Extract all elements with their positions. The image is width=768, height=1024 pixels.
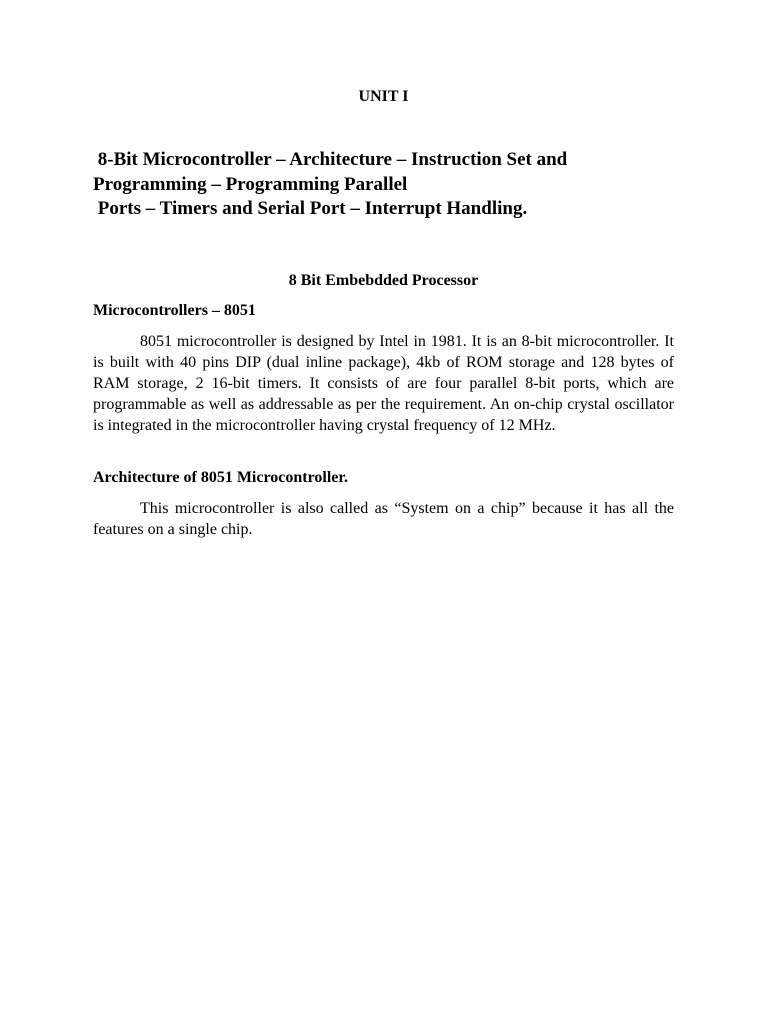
syllabus-line-2: Programming – Programming Parallel [93, 173, 408, 195]
subheading-architecture: Architecture of 8051 Microcontroller. [93, 469, 349, 486]
paragraph-8051-intro: 8051 microcontroller is designed by Intel in 1981. It is an 8-bit microcontroller. It is built with 40 pins DIP (dual inline package), 4kb of ROM storage and 128 bytes of RAM storage, 2 16-bit timers. It consists of are four parallel 8-bit ports, which are programmable as well as addressable as per the requirement. An on-chip crystal oscillator is integrated in the microcontroller having crystal frequency of 12 MHz. [93, 333, 674, 434]
paragraph-system-on-chip: This microcontroller is also called as “System on a chip” because it has all the features on a single chip. [93, 500, 674, 538]
unit-title: UNIT I [358, 88, 409, 105]
subheading-microcontrollers: Microcontrollers – 8051 [93, 302, 256, 319]
syllabus-topics [93, 148, 674, 222]
syllabus-line-3: Ports – Timers and Serial Port – Interrupt Handling. [93, 198, 528, 219]
document-page [93, 0, 674, 1024]
section-heading: 8 Bit Embebdded Processor [288, 272, 479, 289]
syllabus-line-1: 8-Bit Microcontroller – Architecture – Instruction Set and [93, 149, 568, 170]
